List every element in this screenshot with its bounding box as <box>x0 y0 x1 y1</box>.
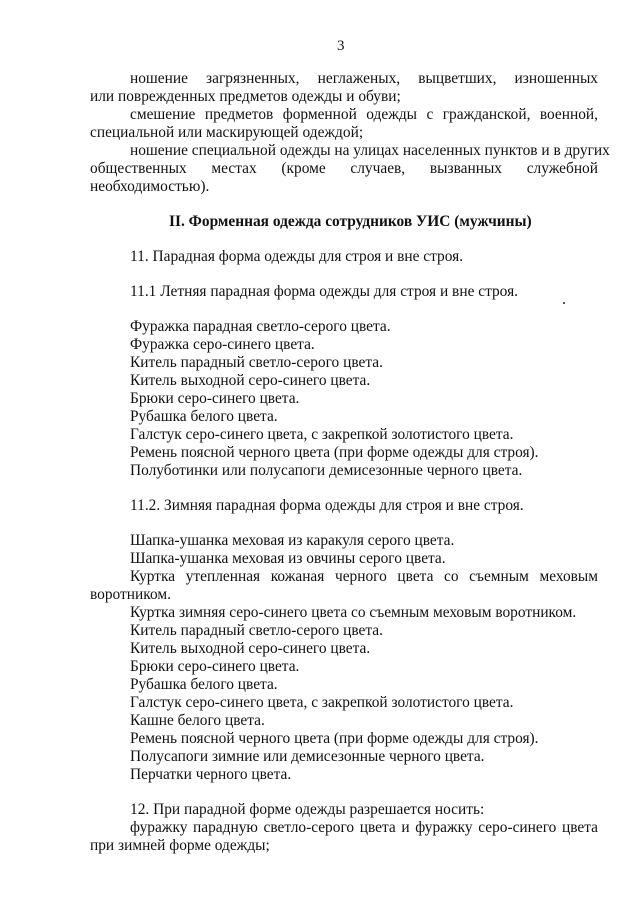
paragraph-12-line: фуражку парадную светло-серого цвета и фуражку серо-синего цвета <box>130 819 598 836</box>
paragraph-11-1: 11.1 Летняя парадная форма одежды для строя и вне строя. <box>130 283 519 300</box>
list-item: Рубашка белого цвета. <box>130 408 278 425</box>
list-item: Галстук серо-синего цвета, с закрепкой золотистого цвета. <box>130 694 514 711</box>
paragraph-12-line: при зимней форме одежды; <box>90 837 270 854</box>
list-item: Куртка утепленная кожаная черного цвета со съемным меховым <box>130 568 598 585</box>
intro-line: ношение специальной одежды на улицах населенных пунктов и в других <box>130 142 610 159</box>
paragraph-11-2: 11.2. Зимняя парадная форма одежды для строя и вне строя. <box>130 497 524 514</box>
list-item: Куртка зимняя серо-синего цвета со съемным меховым воротником. <box>130 604 577 621</box>
list-item: Рубашка белого цвета. <box>130 676 278 693</box>
page-number: 3 <box>337 38 345 54</box>
list-item: Полусапоги зимние или демисезонные черного цвета. <box>130 748 485 765</box>
list-item: Шапка-ушанка меховая из каракуля серого цвета. <box>130 532 455 549</box>
paragraph-11: 11. Парадная форма одежды для строя и вне строя. <box>130 248 464 265</box>
list-item: Галстук серо-синего цвета, с закрепкой золотистого цвета. <box>130 426 514 443</box>
intro-line: общественных местах (кроме случаев, вызванных служебной <box>90 160 598 177</box>
section-title: II. Форменная одежда сотрудников УИС (мужчины) <box>169 213 532 230</box>
list-item: Брюки серо-синего цвета. <box>130 658 300 675</box>
list-item: Кашне белого цвета. <box>130 712 265 729</box>
list-item: Китель выходной серо-синего цвета. <box>130 372 371 389</box>
paragraph-12: 12. При парадной форме одежды разрешается носить: <box>130 801 485 818</box>
list-item: Ремень поясной черного цвета (при форме одежды для строя). <box>130 444 539 461</box>
list-item: воротником. <box>90 586 171 603</box>
list-item: Полуботинки или полусапоги демисезонные черного цвета. <box>130 462 523 479</box>
list-item: Китель парадный светло-серого цвета. <box>130 622 383 639</box>
list-item: Брюки серо-синего цвета. <box>130 390 300 407</box>
list-item: Перчатки черного цвета. <box>130 766 292 783</box>
intro-line: или поврежденных предметов одежды и обуви; <box>90 88 401 105</box>
list-item: Фуражка парадная светло-серого цвета. <box>130 318 391 335</box>
list-item: Шапка-ушанка меховая из овчины серого цвета. <box>130 550 446 567</box>
intro-line: ношение загрязненных, неглаженых, выцветших, изношенных <box>130 70 598 87</box>
scan-speck <box>563 302 565 304</box>
list-item: Китель выходной серо-синего цвета. <box>130 640 371 657</box>
intro-line: смешение предметов форменной одежды с гражданской, военной, <box>130 106 598 123</box>
list-item: Китель парадный светло-серого цвета. <box>130 354 383 371</box>
list-item: Фуражка серо-синего цвета. <box>130 336 315 353</box>
intro-line: необходимостью). <box>90 178 210 195</box>
intro-line: специальной или маскирующей одеждой; <box>90 124 364 141</box>
list-item: Ремень поясной черного цвета (при форме одежды для строя). <box>130 730 539 747</box>
